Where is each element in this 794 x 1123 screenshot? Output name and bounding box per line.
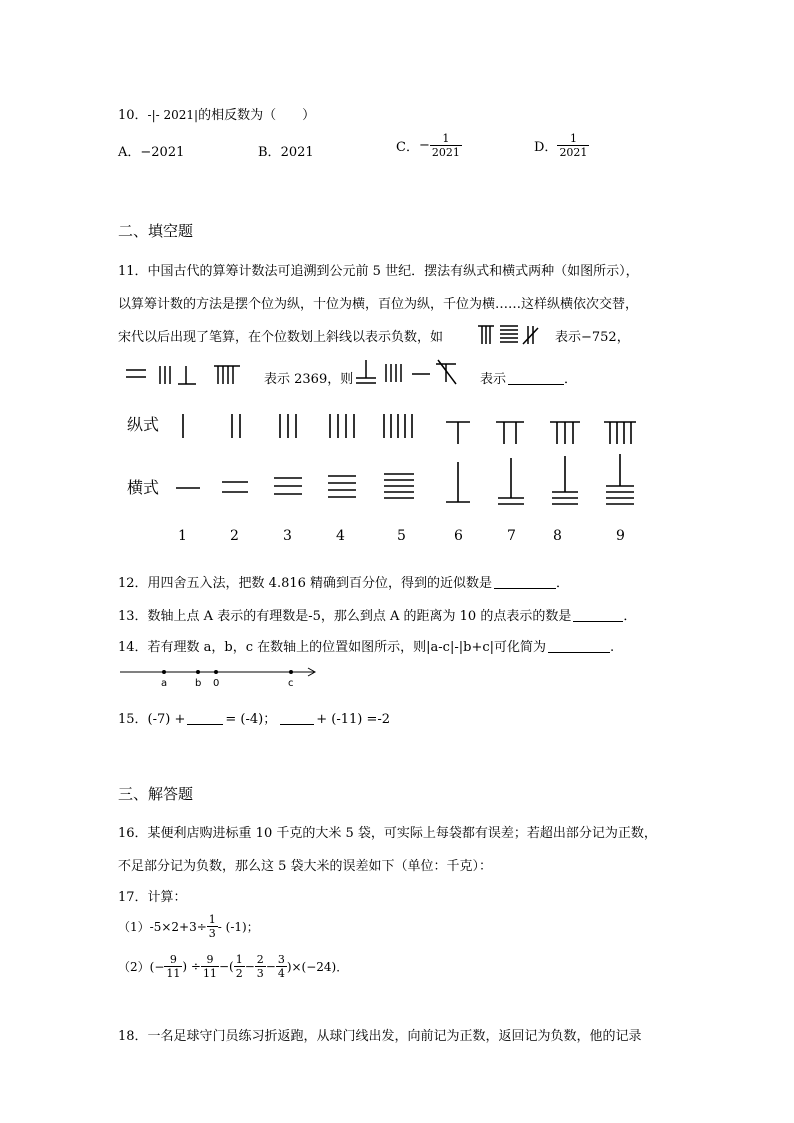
q15-part1: 15．(-7) + bbox=[118, 712, 186, 727]
q11-line4-end: ． bbox=[564, 372, 578, 387]
fraction-denominator: 2021 bbox=[431, 146, 460, 159]
q15-part3: + (-11) =-2 bbox=[316, 712, 391, 727]
q11-line2: 以算筹计数的方法是摆个位为纵，十位为横，百位为纵，千位为横……这样纵横依次交替， bbox=[118, 297, 639, 312]
option-label: A． bbox=[118, 145, 141, 160]
rod-digit-1: 1 bbox=[178, 528, 187, 544]
q17-p1-text: （1）-5×2+3÷ bbox=[118, 920, 207, 934]
q13-end: ． bbox=[623, 609, 637, 624]
section-title-fill-in: 二、填空题 bbox=[118, 222, 194, 240]
q15-part2: = (-4)； bbox=[225, 712, 277, 727]
rod-digit-8: 8 bbox=[553, 528, 562, 544]
point-b bbox=[196, 670, 200, 674]
option-label: B． bbox=[258, 145, 281, 160]
q15-answer-blank-1[interactable] bbox=[187, 710, 223, 725]
q11-answer-blank[interactable] bbox=[508, 370, 564, 385]
fraction-denominator: 11 bbox=[166, 967, 181, 980]
q17-p2-minus: − bbox=[244, 959, 255, 974]
q10-stem-text: 的相反数为（ ） bbox=[198, 108, 316, 123]
fraction-denominator: 3 bbox=[208, 927, 216, 940]
q14-number-line bbox=[118, 664, 328, 694]
q10-option-b[interactable] bbox=[258, 141, 314, 160]
option-text: −2021 bbox=[140, 145, 185, 160]
q10-number: 10． bbox=[118, 108, 148, 123]
axis-label-b: b bbox=[195, 678, 202, 689]
q10-option-c[interactable] bbox=[396, 132, 462, 159]
q17-p2-tail: )×(−24)． bbox=[286, 960, 349, 974]
q18-line1: 18．一名足球守门员练习折返跑，从球门线出发，向前记为正数，返回记为负数，他的记录 bbox=[118, 1029, 642, 1044]
rod-digit-3: 3 bbox=[283, 528, 292, 544]
point-a bbox=[162, 670, 166, 674]
q10-expression: -|- 2021| bbox=[147, 108, 199, 122]
fraction-numerator: 9 bbox=[201, 953, 219, 967]
rod-row-label-horizontal: 横式 bbox=[127, 478, 160, 497]
q14 bbox=[118, 636, 614, 655]
rod-vertical-forms-figure bbox=[170, 410, 650, 450]
rod-digit-5: 5 bbox=[397, 528, 406, 544]
axis-label-a: a bbox=[161, 678, 168, 689]
q17-part2 bbox=[118, 953, 348, 980]
q17-p2-minus-paren: −( bbox=[218, 959, 234, 974]
q11-line3 bbox=[118, 326, 443, 345]
axis-label-c: c bbox=[288, 678, 294, 689]
q17-title: 17．计算： bbox=[118, 890, 187, 905]
q11-line4-label: 表示 bbox=[480, 372, 507, 387]
fraction-numerator: 3 bbox=[277, 953, 285, 966]
q11-line4-text-a: 表示 2369，则 bbox=[264, 372, 354, 387]
rod-numeral-unknown-icon bbox=[352, 358, 472, 388]
rod-digit-7: 7 bbox=[507, 528, 516, 544]
point-0 bbox=[214, 670, 218, 674]
q12-answer-blank[interactable] bbox=[494, 574, 556, 589]
fraction-denominator: 4 bbox=[277, 967, 285, 980]
option-sign: − bbox=[418, 138, 430, 153]
option-fraction bbox=[430, 132, 462, 159]
q10-option-d[interactable] bbox=[534, 132, 589, 159]
q17-p1-tail: - (-1)； bbox=[217, 920, 259, 934]
q11-line1: 11．中国古代的算筹计数法可追溯到公元前 5 世纪．摆法有纵式和横式两种（如图所示）， bbox=[118, 264, 639, 279]
fraction-denominator: 11 bbox=[202, 967, 217, 980]
fraction-numerator: 1 bbox=[430, 132, 462, 146]
q17-p2-fraction-2 bbox=[201, 953, 219, 980]
option-text: 2021 bbox=[280, 145, 314, 160]
fraction-denominator: 3 bbox=[256, 967, 264, 980]
q11-line3-tail: 表示−752， bbox=[555, 330, 630, 345]
rod-numeral-neg752-icon bbox=[476, 322, 546, 348]
q11-line4-text-b bbox=[480, 368, 577, 387]
q12 bbox=[118, 572, 569, 591]
fraction-denominator: 2021 bbox=[559, 146, 588, 159]
fraction-numerator: 1 bbox=[557, 132, 589, 146]
q10-option-a[interactable] bbox=[118, 141, 184, 160]
q12-text: 12．用四舍五入法，把数 4.816 精确到百分位，得到的近似数是 bbox=[118, 576, 493, 591]
q17-p2-fraction-1 bbox=[164, 953, 182, 980]
fraction-numerator: 1 bbox=[208, 913, 216, 926]
fraction-numerator: 2 bbox=[256, 953, 264, 966]
rod-horizontal-forms-figure bbox=[170, 452, 650, 516]
q13 bbox=[118, 605, 636, 624]
q14-answer-blank[interactable] bbox=[548, 638, 610, 653]
point-c bbox=[289, 670, 293, 674]
q17-p2-fraction-5 bbox=[276, 953, 287, 980]
q17-p2-fraction-4 bbox=[255, 953, 266, 980]
q14-end: . bbox=[610, 640, 615, 655]
q13-answer-blank[interactable] bbox=[573, 607, 623, 622]
option-label: D． bbox=[534, 140, 558, 155]
q16-line2: 不足部分记为负数，那么这 5 袋大米的误差如下（单位：千克）： bbox=[118, 859, 493, 874]
section-title-solve: 三、解答题 bbox=[118, 785, 194, 803]
q15 bbox=[118, 708, 390, 727]
axis-label-0: 0 bbox=[213, 678, 220, 689]
q17-p2-minus-2: − bbox=[265, 959, 276, 974]
option-label: C． bbox=[396, 140, 419, 155]
fraction-denominator: 2 bbox=[235, 967, 243, 980]
rod-digit-9: 9 bbox=[616, 528, 625, 544]
q16-line1: 16．某便利店购进标重 10 千克的大米 5 袋，可实际上每袋都有误差；若超出部分记为正数， bbox=[118, 826, 657, 841]
fraction-numerator: 9 bbox=[164, 953, 182, 967]
q17-part1 bbox=[118, 913, 259, 940]
q13-text: 13．数轴上点 A 表示的有理数是-5，那么到点 A 的距离为 10 的点表示的数是 bbox=[118, 609, 572, 624]
q17-p2-divide: ) ÷ bbox=[182, 959, 201, 974]
q11-line3-text: 宋代以后出现了笔算，在个位数划上斜线以表示负数，如 bbox=[118, 330, 444, 345]
q14-text: 14．若有理数 a，b，c 在数轴上的位置如图所示，则|a-c|-|b+c|可化简为 bbox=[118, 640, 546, 655]
q17-p2-fraction-3 bbox=[234, 953, 245, 980]
rod-digit-4: 4 bbox=[336, 528, 345, 544]
q15-answer-blank-2[interactable] bbox=[280, 710, 314, 725]
q10-stem bbox=[118, 104, 315, 123]
q17-p1-fraction bbox=[207, 913, 218, 940]
rod-digit-6: 6 bbox=[454, 528, 463, 544]
q12-end: ． bbox=[556, 576, 570, 591]
rod-numeral-2369-icon bbox=[122, 362, 252, 388]
option-fraction bbox=[557, 132, 589, 159]
rod-digit-2: 2 bbox=[230, 528, 239, 544]
q17-p2-text: （2）(− bbox=[118, 960, 165, 974]
fraction-numerator: 1 bbox=[235, 953, 243, 966]
rod-row-label-vertical: 纵式 bbox=[127, 415, 160, 434]
